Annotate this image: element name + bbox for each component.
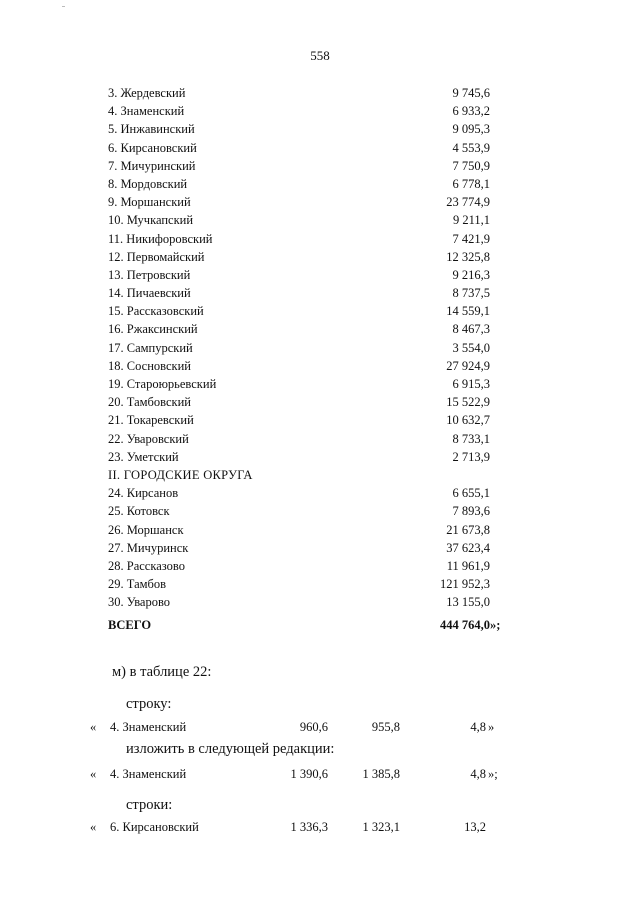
row-value-1: 1 390,6 [290, 767, 328, 781]
district-value: 2 713,9 [452, 449, 490, 464]
open-quote: « [90, 720, 97, 734]
district-name: 27. Мичуринск [108, 540, 189, 555]
city-districts [0, 484, 640, 611]
district-row [0, 339, 640, 357]
district-name: 6. Кирсановский [108, 140, 197, 155]
line-label-plural: строки: [126, 797, 173, 813]
district-name: 26. Моршанск [108, 522, 184, 537]
district-row [0, 266, 640, 284]
district-row [0, 539, 640, 557]
district-row [0, 102, 640, 120]
district-list [0, 84, 640, 637]
row-value-2: 1 323,1 [362, 820, 400, 834]
scan-speck [62, 6, 65, 7]
district-value: 7 421,9 [452, 231, 490, 246]
district-name: 8. Мордовский [108, 176, 188, 191]
district-row [0, 175, 640, 193]
district-row [0, 484, 640, 502]
district-value: 8 467,3 [452, 322, 490, 337]
district-value: 6 933,2 [452, 104, 490, 119]
close-quote: »; [488, 767, 498, 781]
district-value: 7 750,9 [452, 158, 490, 173]
district-row [0, 248, 640, 266]
section-heading: II. ГОРОДСКИЕ ОКРУГА [108, 467, 253, 482]
district-value: 6 915,3 [452, 377, 490, 391]
district-value: 9 745,6 [452, 86, 490, 100]
district-row [0, 411, 640, 429]
row-value-1: 1 336,3 [290, 820, 328, 834]
district-value: 11 961,9 [446, 558, 490, 573]
district-name: 29. Тамбов [108, 577, 167, 592]
district-name: 4. Знаменский [108, 104, 185, 119]
district-name: 25. Котовск [108, 504, 170, 519]
district-name: 23. Уметский [108, 449, 179, 464]
new-table-row [0, 765, 640, 783]
district-name: 11. Никифоровский [108, 231, 213, 246]
district-row [0, 430, 640, 448]
district-row [0, 302, 640, 320]
district-name: 17. Сампурский [108, 340, 193, 355]
district-value: 12 325,8 [446, 249, 490, 264]
district-name: 24. Кирсанов [108, 486, 179, 501]
district-value: 27 924,9 [446, 358, 490, 373]
district-name: 10. Мучкапский [108, 213, 194, 228]
district-row [0, 211, 640, 229]
row-value-2: 1 385,8 [362, 767, 400, 781]
district-row [0, 157, 640, 175]
district-name: 12. Первомайский [108, 249, 205, 264]
total-row [0, 613, 640, 637]
district-value: 9 216,3 [452, 267, 490, 282]
district-name: 18. Сосновский [108, 358, 191, 373]
district-name: 20. Тамбовский [108, 395, 191, 410]
row-value-3: 4,8 [470, 720, 486, 734]
district-row [0, 557, 640, 575]
district-value: 10 632,7 [446, 413, 490, 428]
total-value: 444 764,0»; [440, 618, 501, 633]
close-quote: » [488, 720, 495, 734]
district-name: 5. Инжавинский [108, 122, 195, 137]
old-table-row [0, 718, 640, 736]
district-name: 21. Токаревский [108, 413, 194, 428]
district-row [0, 357, 640, 375]
row-value-3: 4,8 [470, 767, 486, 781]
total-label: ВСЕГО [108, 618, 152, 633]
district-row [0, 230, 640, 248]
district-name: 7. Мичуринский [108, 158, 196, 173]
district-value: 4 553,9 [452, 140, 490, 155]
district-name: 14. Пичаевский [108, 286, 191, 301]
row-name: 4. Знаменский [110, 720, 187, 734]
district-value: 13 155,0 [446, 595, 490, 610]
district-name: 9. Моршанский [108, 195, 191, 210]
district-value: 15 522,9 [446, 395, 490, 410]
district-value: 121 952,3 [440, 577, 490, 592]
district-row [0, 139, 640, 157]
district-row [0, 521, 640, 539]
district-value: 6 778,1 [452, 176, 490, 191]
district-value: 8 737,5 [452, 286, 490, 301]
district-value: 9 211,1 [452, 213, 490, 228]
row-value-3: 13,2 [464, 820, 486, 834]
open-quote: « [90, 820, 97, 834]
row-name: 6. Кирсановский [110, 820, 199, 834]
district-value: 37 623,4 [446, 540, 490, 555]
district-row [0, 84, 640, 102]
district-name: 30. Уварово [108, 595, 171, 610]
district-row [0, 193, 640, 211]
district-name: 22. Уваровский [108, 431, 189, 446]
district-row [0, 593, 640, 611]
district-name: 3. Жердевский [108, 86, 186, 100]
district-value: 23 774,9 [446, 195, 490, 210]
replace-text: изложить в следующей редакции: [126, 741, 335, 757]
district-row [0, 575, 640, 593]
district-value: 9 095,3 [452, 122, 490, 137]
amendment-intro: м) в таблице 22: [112, 664, 212, 680]
district-value: 3 554,0 [452, 340, 490, 355]
row-value-1: 960,6 [299, 720, 328, 734]
district-value: 21 673,8 [446, 522, 490, 537]
district-value: 8 733,1 [452, 431, 490, 446]
district-name: 19. Староюрьевский [108, 377, 217, 391]
district-row [0, 393, 640, 411]
district-name: 15. Рассказовский [108, 304, 204, 319]
district-row [0, 320, 640, 338]
district-value: 7 893,6 [452, 504, 490, 519]
district-row [0, 375, 640, 393]
next-table-row [0, 818, 640, 836]
municipal-districts [0, 84, 640, 466]
row-value-2: 955,8 [371, 720, 400, 734]
district-row [0, 448, 640, 466]
district-row [0, 502, 640, 520]
district-name: 13. Петровский [108, 267, 191, 282]
district-row [0, 120, 640, 138]
district-name: 28. Рассказово [108, 558, 185, 573]
row-name: 4. Знаменский [110, 767, 187, 781]
section-heading-row [0, 466, 640, 484]
open-quote: « [90, 767, 97, 781]
district-value: 14 559,1 [446, 304, 490, 319]
district-value: 6 655,1 [452, 486, 490, 501]
page-number: 558 [310, 48, 330, 63]
district-row [0, 284, 640, 302]
district-name: 16. Ржаксинский [108, 322, 198, 337]
line-label-single: строку: [126, 696, 172, 712]
